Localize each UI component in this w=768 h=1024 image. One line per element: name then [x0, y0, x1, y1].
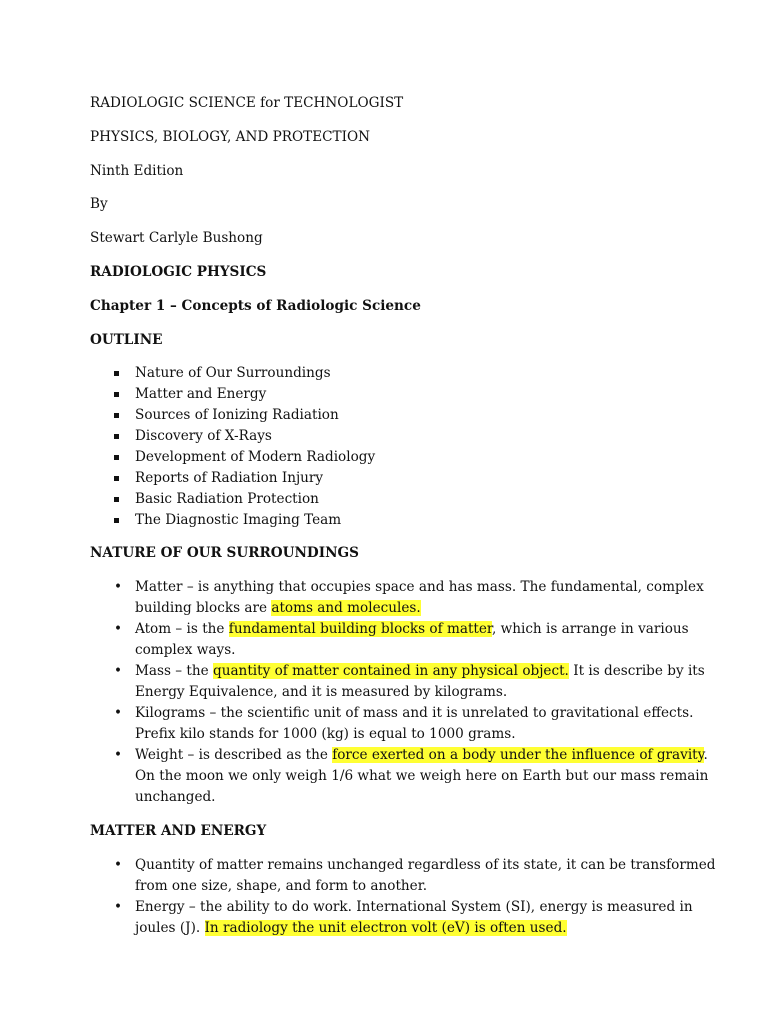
list-item: • Matter – is anything that occupies space and has mass. The fundamental, complex building blocks are atoms and molecules.: [114, 579, 704, 617]
outline-item-label: Matter and Energy: [135, 385, 267, 402]
highlighted-text: quantity of matter contained in any physical object.: [213, 663, 569, 680]
outline-item: [90, 405, 730, 426]
list-item: • Quantity of matter remains unchanged regardless of its state, it can be transformed from one size, shape, and form to another.: [114, 856, 716, 894]
edition-label: Ninth Edition: [90, 162, 184, 179]
list-item: • Weight – is described as the force exerted on a body under the influence of gravity. On the moon we only weigh 1/6 what we weigh here on Earth but our mass remain unchanged.: [114, 747, 709, 806]
bullet-icon: •: [114, 579, 123, 596]
list-item: • Kilograms – the scientific unit of mass and it is unrelated to gravitational effects. Prefix kilo stands for 1000 (kg) is equal to 1000 grams.: [114, 705, 694, 743]
book-subtitle: PHYSICS, BIOLOGY, AND PROTECTION: [90, 128, 371, 145]
bullet-icon: •: [114, 621, 123, 638]
square-bullet-icon: [114, 434, 119, 439]
bullet-icon: •: [114, 747, 123, 764]
square-bullet-icon: [114, 455, 119, 460]
outline-list: [90, 363, 730, 531]
list-item: • Atom – is the fundamental building blocks of matter, which is arrange in various complex ways.: [114, 621, 689, 659]
nature-list: [90, 577, 730, 808]
matter-list: [90, 855, 730, 939]
matter-heading: MATTER AND ENERGY: [90, 822, 267, 839]
outline-item-label: Development of Modern Radiology: [135, 448, 376, 465]
outline-item: [90, 426, 730, 447]
outline-item: [90, 489, 730, 510]
bullet-icon: •: [114, 856, 123, 873]
outline-item: [90, 468, 730, 489]
outline-item: [90, 363, 730, 384]
outline-item: [90, 384, 730, 405]
square-bullet-icon: [114, 392, 119, 397]
author-name: Stewart Carlyle Bushong: [90, 230, 263, 247]
outline-item-label: Reports of Radiation Injury: [135, 469, 324, 486]
bullet-icon: •: [114, 705, 123, 722]
outline-heading: OUTLINE: [90, 331, 163, 348]
square-bullet-icon: [114, 413, 119, 418]
outline-item-label: Basic Radiation Protection: [135, 490, 319, 507]
square-bullet-icon: [114, 476, 119, 481]
highlighted-text: In radiology the unit electron volt (eV) is often used.: [204, 919, 567, 936]
book-title: RADIOLOGIC SCIENCE for TECHNOLOGIST: [90, 95, 404, 111]
section-heading: RADIOLOGIC PHYSICS: [90, 263, 267, 280]
outline-item-label: Sources of Ionizing Radiation: [135, 406, 339, 423]
outline-item: [90, 447, 730, 468]
bullet-icon: •: [114, 898, 123, 915]
chapter-heading: Chapter 1 – Concepts of Radiologic Science: [90, 297, 421, 314]
by-label: By: [90, 196, 108, 213]
highlighted-text: atoms and molecules.: [271, 600, 421, 617]
list-item: • Energy – the ability to do work. International System (SI), energy is measured in joules (J). In radiology the unit electron volt (eV) is often used.: [114, 898, 693, 936]
outline-item-label: Discovery of X-Rays: [135, 427, 272, 444]
highlighted-text: force exerted on a body under the influence of gravity: [332, 747, 704, 764]
highlighted-text: fundamental building blocks of matter: [228, 621, 492, 638]
nature-heading: NATURE OF OUR SURROUNDINGS: [90, 545, 359, 562]
document-page: [90, 93, 730, 952]
outline-item-label: Nature of Our Surroundings: [135, 364, 331, 381]
bullet-icon: •: [114, 663, 123, 680]
outline-item: [90, 510, 730, 531]
outline-item-label: The Diagnostic Imaging Team: [135, 511, 342, 528]
square-bullet-icon: [114, 371, 119, 376]
list-item: • Mass – the quantity of matter contained in any physical object. It is describe by its Energy Equivalence, and it is measured by kilograms.: [114, 663, 705, 701]
square-bullet-icon: [114, 518, 119, 523]
square-bullet-icon: [114, 497, 119, 502]
